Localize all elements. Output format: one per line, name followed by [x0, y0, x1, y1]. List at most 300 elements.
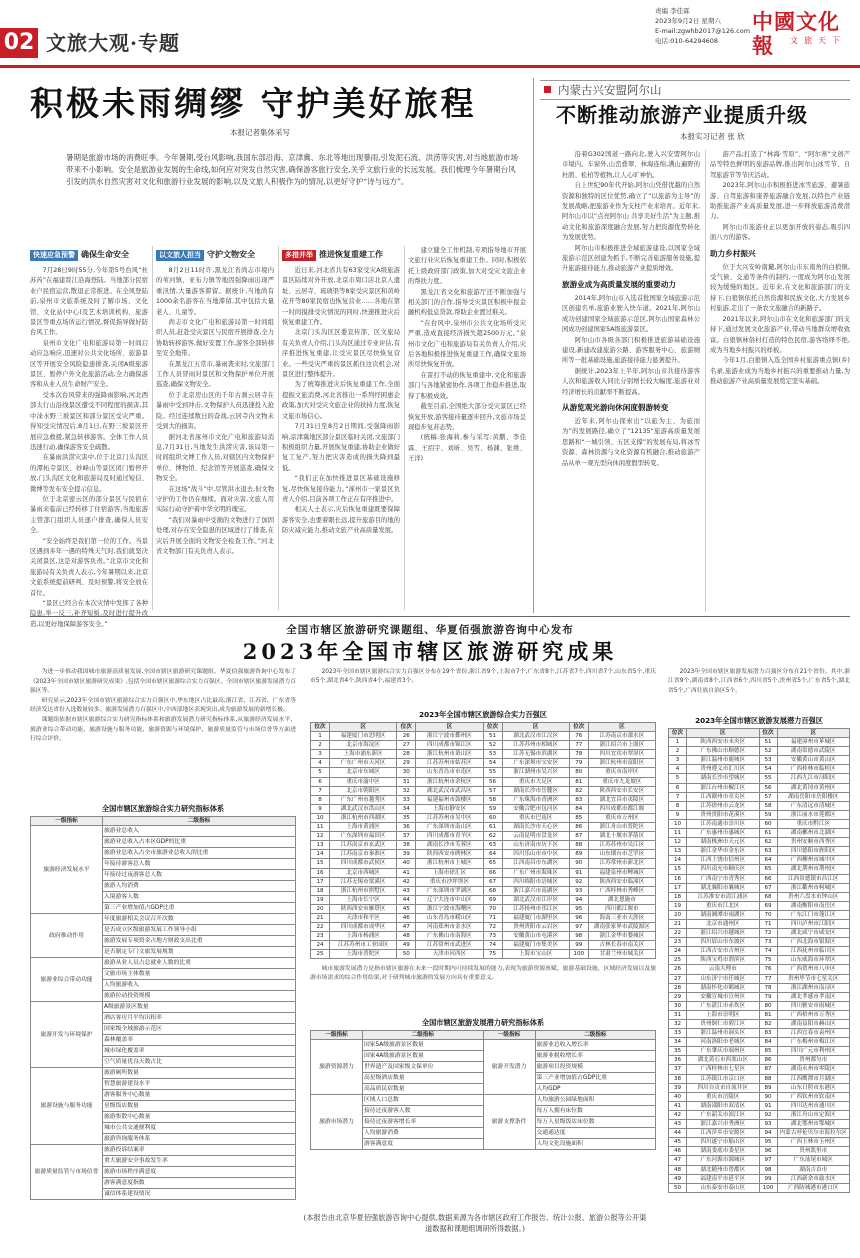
paragraph: “安全始终是我们第一位的工作。当景区遇到多年一遇的特殊天气时,我们就坚决关闭景区,这是对游客负责。”北京市文化和旅游局有关负责人表示,今年暑期以来,北京文旅系统提前研判、及时预警,将安全放在首位。 [30, 537, 148, 597]
table-row [311, 741, 656, 750]
district-cell: 北京市通州区 [687, 919, 760, 928]
rank-cell: 25 [669, 956, 687, 965]
section-rule [30, 616, 850, 617]
table-row [311, 850, 656, 859]
level2-indicator: 国家4A级旅游景区数量 [363, 1051, 484, 1062]
paragraph: 今年1月,白狼镇入选全国乡村旅游重点镇(乡)名录,旅游业成为当地乡村振兴的重要推动力量,为推动旅游产业高质量发展奠定坚实基础。 [710, 357, 850, 386]
rank-cell: 59 [483, 804, 502, 813]
rank-cell: 71 [759, 919, 777, 928]
district-cell: 贵州贵阳市云岩区 [502, 923, 569, 932]
column-divider [152, 246, 153, 610]
district-cell: 四川遂宁市船山区 [687, 1138, 760, 1147]
rank-cell: 55 [759, 774, 777, 783]
table-row [669, 765, 850, 774]
rank-cell: 54 [759, 765, 777, 774]
level2-indicator: 旅游投诉结案率 [103, 1145, 296, 1156]
story-column-1 [30, 246, 148, 628]
district-cell: 陕西西安市雁塔区 [330, 904, 397, 913]
table-row [669, 783, 850, 792]
level1-indicator: 政府推动作用 [31, 914, 103, 958]
district-cell: 云南大理市 [687, 965, 760, 974]
rank-cell: 16 [311, 868, 330, 877]
district-cell: 广西钦州市钦南区 [777, 1092, 850, 1101]
rank-cell: 47 [669, 1156, 687, 1165]
table-row [31, 1145, 296, 1156]
rank-cell: 70 [759, 910, 777, 919]
story-column-2 [156, 246, 274, 610]
rank-cell: 33 [669, 1029, 687, 1038]
paragraph: 阿尔山市旅游业正以更加开放的姿态,吸引四面八方的游客。 [710, 223, 850, 242]
level2-indicator: 诚信体系建设情况 [103, 1189, 296, 1200]
rank-cell: 67 [483, 877, 502, 886]
newspaper-logo: 中國文化報 [752, 9, 840, 58]
district-cell: 山东青岛市崂山区 [416, 913, 483, 922]
rank-cell: 6 [311, 777, 330, 786]
level2-indicator: 接待过夜游客增长率 [363, 1117, 484, 1128]
district-cell: 广东惠州市惠城区 [687, 829, 760, 838]
rank-cell: 55 [483, 768, 502, 777]
district-cell: 河南洛阳市老城区 [687, 1038, 760, 1047]
table-row [311, 804, 656, 813]
rank-cell: 58 [483, 795, 502, 804]
paragraph: 2023年全国市辖区旅游发展潜力百强区分布在21个省份。其中,浙江省9个,湖南省8个,江西省6个,四川省5个,贵州省5个,广东省5个,湖北省5个,广西壮族自治区5个。 [668, 669, 850, 694]
paragraph: 游产品;打造了“林海·雪原”、“阿尔寨”文创产品等特色鲜明的旅游品牌,推出阿尔山冰雪节、自驾旅游节等节庆活动。 [710, 151, 850, 179]
rank-cell: 80 [759, 1001, 777, 1010]
district-cell: 江苏南通市崇川区 [687, 819, 760, 828]
district-cell: 湖北荆州市荆州区 [777, 865, 850, 874]
rank-cell: 94 [759, 1129, 777, 1138]
district-cell: 广西北海市银海区 [777, 938, 850, 947]
table-row [311, 813, 656, 822]
district-cell: 贵州铜仁市碧江区 [687, 1020, 760, 1029]
table-header: 区 [416, 723, 483, 732]
district-cell: 江西萍乡市安源区 [687, 1129, 760, 1138]
rank-cell: 71 [483, 913, 502, 922]
district-cell: 江西宜春市袁州区 [777, 1029, 850, 1038]
district-cell: 浙江台州市椒江区 [687, 783, 760, 792]
district-cell: 陕西宝鸡市渭滨区 [687, 956, 760, 965]
subheading: 助力乡村振兴 [710, 248, 756, 258]
paragraph: 在雷打不动的恢复重建中,文化和旅游部门与各地紧密协作,各项工作稳步推进,取得了积极成效。 [408, 371, 526, 400]
level2-indicator: 重大旅游安全事故发生率 [103, 1156, 296, 1167]
issue-date: 2023年9月2日 星期六 [655, 17, 721, 25]
table-header: 区 [687, 729, 760, 738]
paragraph: 阿尔山市积极推进全域旅游建设,以国家全域旅游示范区创建为抓手,不断完善旅游服务设施,提升旅游接待能力,推动旅游产业提质增效。 [562, 244, 700, 273]
rank-cell: 44 [669, 1129, 687, 1138]
rank-cell: 33 [397, 795, 416, 804]
district-cell: 山东济南市历下区 [502, 841, 569, 850]
rank-cell: 86 [569, 823, 588, 832]
level2-indicator: 人均GDP [535, 1084, 656, 1095]
paragraph: (统稿:张海莉,参与采写:黄鹏、李佳霖、王绍宇、刘昕、吴雪、杨渊、张维、王洋) [408, 434, 526, 463]
column-tag-title: 守护文物安全 [207, 250, 255, 259]
level2-indicator: 是否成立区级旅游发展工作领导小组 [103, 925, 296, 936]
rank-cell: 53 [483, 750, 502, 759]
rank-cell: 26 [397, 732, 416, 741]
district-cell: 陕西西安市碑林区 [416, 850, 483, 859]
rank-cell: 42 [397, 877, 416, 886]
rank-cell: 44 [397, 895, 416, 904]
rank-cell: 43 [669, 1120, 687, 1129]
district-cell: 江苏苏州市姑苏区 [416, 759, 483, 768]
rank-cell: 57 [483, 786, 502, 795]
rank-cell: 60 [483, 813, 502, 822]
rank-cell: 15 [311, 859, 330, 868]
district-cell: 江苏苏州市相城区 [502, 741, 569, 750]
rank-cell: 78 [759, 983, 777, 992]
table-header: 区 [588, 723, 655, 732]
rank-cell: 5 [311, 768, 330, 777]
district-cell: 山东烟台市芝罘区 [588, 850, 655, 859]
rank-cell: 11 [669, 829, 687, 838]
rank-cell: 6 [669, 783, 687, 792]
district-cell: 广东深圳市罗湖区 [416, 886, 483, 895]
paragraph: 截至目前,全国绝大部分受灾景区已经恢复开放,游客接待量逐步回升,文旅市场呈现稳步复苏态势。 [408, 403, 526, 431]
district-cell: 海南三亚市天涯区 [588, 913, 655, 922]
district-cell: 湖北孝感市孝南区 [777, 992, 850, 1001]
district-cell: 重庆市涪陵区 [687, 1092, 760, 1101]
level1-indicator: 旅游支撑条件 [483, 1095, 535, 1150]
table-row [669, 883, 850, 892]
rank-cell: 46 [669, 1147, 687, 1156]
rank-cell: 91 [759, 1101, 777, 1110]
district-cell: 湖北黄石市西塞山区 [687, 1056, 760, 1065]
rank-cell: 36 [669, 1056, 687, 1065]
level1-indicator: 旅游市场潜力 [311, 1095, 363, 1150]
level2-indicator: 高星级酒店数量 [363, 1073, 484, 1084]
district-cell: 陕西西安市临潼区 [588, 877, 655, 886]
report-potential-text [668, 668, 850, 712]
subheading: 旅游业成为高质量发展的重要动力 [562, 279, 676, 289]
level2-indicator: 森林覆盖率 [103, 1035, 296, 1046]
rank-cell: 2 [311, 741, 330, 750]
table-row [311, 786, 656, 795]
level2-indicator: 旅游人均消费 [103, 881, 296, 892]
rank-cell: 9 [669, 810, 687, 819]
table-row [669, 1020, 850, 1029]
column-tag: 以文旅人担当 [156, 250, 204, 261]
district-cell: 江苏南京市溧水区 [588, 732, 655, 741]
table-row [669, 1010, 850, 1019]
paragraph: “我们正在加快推进景区基础设施修复,尽快恢复接待能力。”涿州市一家景区负责人介绍,目前各项工作正在有序推进中。 [282, 475, 400, 503]
rank-cell: 84 [569, 804, 588, 813]
rank-cell: 18 [669, 892, 687, 901]
rank-cell: 28 [669, 983, 687, 992]
rank-cell: 67 [759, 883, 777, 892]
rank-cell: 10 [311, 813, 330, 822]
rank-cell: 17 [311, 877, 330, 886]
district-cell: 广西桂林市秀峰区 [588, 886, 655, 895]
district-cell: 广东广州市天河区 [330, 759, 397, 768]
rank-cell: 76 [569, 732, 588, 741]
district-cell: 江苏南京市玄武区 [330, 841, 397, 850]
district-cell: 湖南怀化市鹤城区 [687, 983, 760, 992]
email[interactable]: E-mail:zgwhb2017@126.com [655, 27, 751, 35]
rank-cell: 88 [759, 1074, 777, 1083]
district-cell: 四川达州市通川区 [777, 1101, 850, 1110]
rank-cell: 38 [397, 841, 416, 850]
table-header: 区 [777, 729, 850, 738]
rank-cell: 14 [669, 856, 687, 865]
table-row [669, 1074, 850, 1083]
paragraph: 阿尔山市各级各部门积极推进旅游基础设施建设,新建改建旅游公路、游客服务中心、旅游厕所等一批基础设施,旅游接待能力显著提升。 [562, 336, 700, 365]
rank-cell: 35 [669, 1047, 687, 1056]
district-cell: 贵州遵义市汇川区 [687, 765, 760, 774]
rank-cell: 66 [483, 868, 502, 877]
rank-cell: 15 [669, 865, 687, 874]
district-cell: 江苏苏州市吴江区 [588, 841, 655, 850]
rank-cell: 59 [759, 810, 777, 819]
rank-cell: 13 [669, 847, 687, 856]
rank-cell: 18 [311, 886, 330, 895]
table-row [669, 919, 850, 928]
rank-cell: 61 [483, 823, 502, 832]
table-row [669, 1092, 850, 1101]
paragraph: 研究显示,2023年全国市辖区旅游综合实力百强区中,华东地区占比最高;浙江省、江苏省、广东省等经济发达省份入选数量较多。旅游发展潜力百强区中,中西部地区表现突出,成为旅游发展的新增长极。 [30, 697, 296, 714]
district-cell: 浙江嘉兴市南湖区 [502, 886, 569, 895]
paragraph: 为进一步推动我国城市旅游高质量发展,全国市辖区旅游研究课题组、华夏佰强旅游咨询中心发布了《2023年全国市辖区旅游研究成果》,包括全国市辖区旅游综合实力百强区、全国市辖区旅游发展潜力百强区等。 [30, 669, 296, 695]
district-cell: 安徽黄山市黄山区 [777, 756, 850, 765]
district-cell: 安徽黄山市屯溪区 [502, 932, 569, 941]
district-cell: 四川乐山市市中区 [502, 850, 569, 859]
editor-name: 责编 李佳霖 [655, 7, 690, 15]
rank-cell: 62 [759, 838, 777, 847]
rank-cell: 94 [569, 895, 588, 904]
district-cell: 浙江宁波市海曙区 [416, 904, 483, 913]
district-cell: 湖南娄底市娄星区 [687, 1147, 760, 1156]
rank-cell: 50 [397, 950, 416, 959]
rank-cell: 92 [759, 1110, 777, 1119]
rank-cell: 73 [759, 938, 777, 947]
district-cell: 江西上饶市信州区 [687, 856, 760, 865]
rank-cell: 5 [669, 774, 687, 783]
rank-cell: 31 [669, 1010, 687, 1019]
table-row [311, 904, 656, 913]
table-row [669, 1165, 850, 1174]
table-row [31, 1068, 296, 1079]
rank-cell: 25 [311, 950, 330, 959]
table-title: 全国市辖区旅游综合实力研究指标体系 [101, 804, 225, 813]
rank-cell: 98 [759, 1165, 777, 1174]
table-row [669, 1065, 850, 1074]
rank-cell: 13 [311, 841, 330, 850]
rank-cell: 78 [569, 750, 588, 759]
rank-cell: 61 [759, 829, 777, 838]
report-mid-text [310, 668, 656, 706]
district-cell: 广东珠海市香洲区 [502, 795, 569, 804]
rank-cell: 60 [759, 819, 777, 828]
district-cell: 广西防城港市港口区 [777, 1183, 850, 1192]
rank-cell: 56 [483, 777, 502, 786]
table-row [669, 801, 850, 810]
table-row [311, 877, 656, 886]
level1-indicator: 旅游资源潜力 [311, 1040, 363, 1095]
district-cell: 福建泉州市鲤城区 [588, 868, 655, 877]
paragraph: 相关人士表示,灾后恢复重建既要保障游客安全,也要着眼长远,提升旅游目的地的防灾减灾能力,推动文旅产业高质量发展。 [282, 506, 400, 535]
level1-indicator: 旅游业综合带动功能 [31, 958, 103, 1002]
district-cell: 浙江金华市婺城区 [588, 932, 655, 941]
paragraph: 据统计,2023年上半年,阿尔山市共接待游客人次和旅游收入同比分别增长较大幅度,旅游业对经济增长的贡献率不断提高。 [562, 367, 700, 396]
table-row [669, 892, 850, 901]
table-row [31, 826, 296, 837]
level2-indicator: 文旅市场主体数量 [103, 969, 296, 980]
table-row [311, 750, 656, 759]
table-row [31, 914, 296, 925]
rank-cell: 81 [759, 1010, 777, 1019]
rank-cell: 49 [669, 1174, 687, 1183]
district-cell: 浙江杭州市余杭区 [416, 777, 483, 786]
story-column-4 [408, 246, 526, 610]
table-row [669, 774, 850, 783]
district-cell: 广东汕尾市城区 [777, 1156, 850, 1165]
rank-cell: 75 [483, 950, 502, 959]
table-header: 位次 [569, 723, 588, 732]
district-cell: 浙江舟山市定海区 [777, 1110, 850, 1119]
rank-cell: 81 [569, 777, 588, 786]
rank-cell: 96 [759, 1147, 777, 1156]
column-tag: 快速应急预警 [30, 250, 78, 261]
report-intro [30, 668, 296, 796]
rank-cell: 27 [397, 741, 416, 750]
level2-indicator: A级旅游景区数量 [103, 1002, 296, 1013]
table-title: 2023年全国市辖区旅游综合实力百强区 [419, 710, 547, 719]
table-row [311, 886, 656, 895]
table-row [311, 823, 656, 832]
rank-cell: 89 [759, 1083, 777, 1092]
rank-cell: 41 [669, 1101, 687, 1110]
level2-indicator: 人均旅游消费 [363, 1128, 484, 1139]
table-row [669, 810, 850, 819]
district-cell: 重庆市江北区 [687, 901, 760, 910]
table-row [669, 1083, 850, 1092]
district-cell: 吉林长春市南关区 [588, 941, 655, 950]
table-row [669, 1056, 850, 1065]
table-header: 位次 [759, 729, 777, 738]
district-cell: 山东青岛市市南区 [416, 768, 483, 777]
district-cell: 广东广州市越秀区 [330, 795, 397, 804]
table-row [669, 910, 850, 919]
district-cell: 广东韶关市浈江区 [687, 1110, 760, 1119]
table-row [311, 859, 656, 868]
column-tag-title: 确保生命安全 [81, 250, 129, 259]
district-cell: 湖南衡阳市南岳区 [777, 901, 850, 910]
rank-cell: 41 [397, 868, 416, 877]
district-cell: 四川成都市都江堰 [588, 804, 655, 813]
district-cell: 广西桂林市临桂区 [777, 765, 850, 774]
rank-cell: 68 [759, 892, 777, 901]
district-cell: 湖南常德市武陵区 [777, 747, 850, 756]
table-row [311, 768, 656, 777]
rank-cell: 17 [669, 883, 687, 892]
table-row [669, 947, 850, 956]
right-column-2 [710, 150, 850, 612]
level2-indicator: 旅游业总收入占全市旅游业总收入的比重 [103, 848, 296, 859]
rank-cell: 64 [483, 850, 502, 859]
level2-indicator: 人均旅游公园绿地面积 [535, 1095, 656, 1106]
table-header: 一级指标 [483, 1031, 535, 1040]
level2-indicator: 是否制定专门文旅发展规划 [103, 947, 296, 958]
district-cell: 山东日照市东港区 [777, 1083, 850, 1092]
rank-cell: 83 [759, 1029, 777, 1038]
rank-cell: 56 [759, 783, 777, 792]
district-cell: 四川广元市利州区 [777, 1047, 850, 1056]
district-cell: 浙江温州市鹿城区 [687, 756, 760, 765]
rank-cell: 75 [759, 956, 777, 965]
rank-cell: 95 [569, 904, 588, 913]
rank-cell: 24 [669, 947, 687, 956]
rank-cell: 39 [669, 1083, 687, 1092]
rank-cell: 26 [669, 965, 687, 974]
district-cell: 福建厦门市思明区 [330, 732, 397, 741]
rank-cell: 49 [397, 941, 416, 950]
page-header [0, 0, 860, 70]
district-cell: 湖北武汉市江岸区 [502, 895, 569, 904]
table-row [669, 1038, 850, 1047]
level2-indicator: 年接待过夜游客总人数 [103, 870, 296, 881]
district-cell: 辽宁大连市中山区 [416, 895, 483, 904]
table-header: 二级指标 [535, 1031, 656, 1040]
paragraph: 北京门头沟区区委宣传部、区文旅局有关负责人介绍,门头沟区通过专业评估,有序推进恢复重建,让受灾景区尽快恢复营业。一些受灾严重的景区抓住这次机会,对景区进行整体提升。 [282, 329, 400, 379]
district-cell: 江苏常州市新北区 [588, 859, 655, 868]
level2-indicator: 接待过夜游客人数 [363, 1106, 484, 1117]
district-cell: 贵州凯里市 [777, 1147, 850, 1156]
rank-cell: 63 [759, 847, 777, 856]
district-cell: 重庆市黔江区 [777, 819, 850, 828]
paragraph: 尚志市文化广电和旅游局第一时间组织人员,赶赴受灾景区与民宿开展排查,全力协助转移游客,做好安置工作,游客全部转移至安全地带。 [156, 319, 274, 358]
district-cell: 浙江嘉兴市秀洲区 [687, 1120, 760, 1129]
rank-cell: 39 [397, 850, 416, 859]
rank-cell: 65 [483, 859, 502, 868]
paragraph: 近年来,阿尔山探索出“以旅为主、为旅而为”的发展路径,确立了“12135”旅游高质量发展思路和“一城引领、五区支撑”的发展布局,将冰雪资源、森林资源与文化资源有机融合,推动旅游产品从单一观光型向休闲度假型转变。 [562, 417, 700, 467]
editor-info [655, 6, 750, 46]
table-row [669, 1001, 850, 1010]
level2-indicator: 旅游市场秩序满意度 [103, 1167, 296, 1178]
district-cell: 湖南长沙市岳麓区 [502, 786, 569, 795]
level1-indicator: 旅游开发与环境保护 [31, 1002, 103, 1068]
rank-cell: 47 [397, 923, 416, 932]
district-cell: 江苏扬州市邗江区 [502, 904, 569, 913]
table-row [311, 941, 656, 950]
rank-cell: 86 [759, 1056, 777, 1065]
district-cell: 浙江丽水市莲都区 [777, 810, 850, 819]
report-title: 2023年全国市辖区旅游研究成果 [242, 639, 618, 664]
paragraph: 黑龙江省文化和旅游厅还不断加强与相关部门的合作,指导受灾景区积极申报金融机构低息贷款,帮助企业渡过难关。 [408, 288, 526, 317]
rank-cell: 92 [569, 877, 588, 886]
column-tag: 多措并举 [282, 250, 316, 261]
district-cell: 重庆市渝中区 [330, 777, 397, 786]
district-cell: 天津市和平区 [330, 913, 397, 922]
level2-indicator: 国家5A级旅游景区数量 [363, 1040, 484, 1051]
rank-cell: 23 [311, 932, 330, 941]
rank-cell: 83 [569, 795, 588, 804]
level2-indicator: 区域人口总数 [363, 1095, 484, 1106]
table-row [669, 1156, 850, 1165]
district-cell: 安徽宣城市宣州区 [687, 992, 760, 1001]
table-row [669, 874, 850, 883]
rank-cell: 22 [669, 929, 687, 938]
table-header: 位次 [311, 723, 330, 732]
rank-cell: 82 [569, 786, 588, 795]
district-cell: 四川成都市武侯区 [330, 859, 397, 868]
comprehensive-ranking-table [310, 706, 656, 959]
level2-indicator: 年接待游客总人数 [103, 859, 296, 870]
rank-cell: 100 [569, 950, 588, 959]
rank-cell: 8 [311, 795, 330, 804]
table-row [669, 1101, 850, 1110]
column-divider [278, 246, 279, 610]
district-cell: 湖北十堰市茅箭区 [588, 832, 655, 841]
district-cell: 江西吉安市吉州区 [687, 947, 760, 956]
